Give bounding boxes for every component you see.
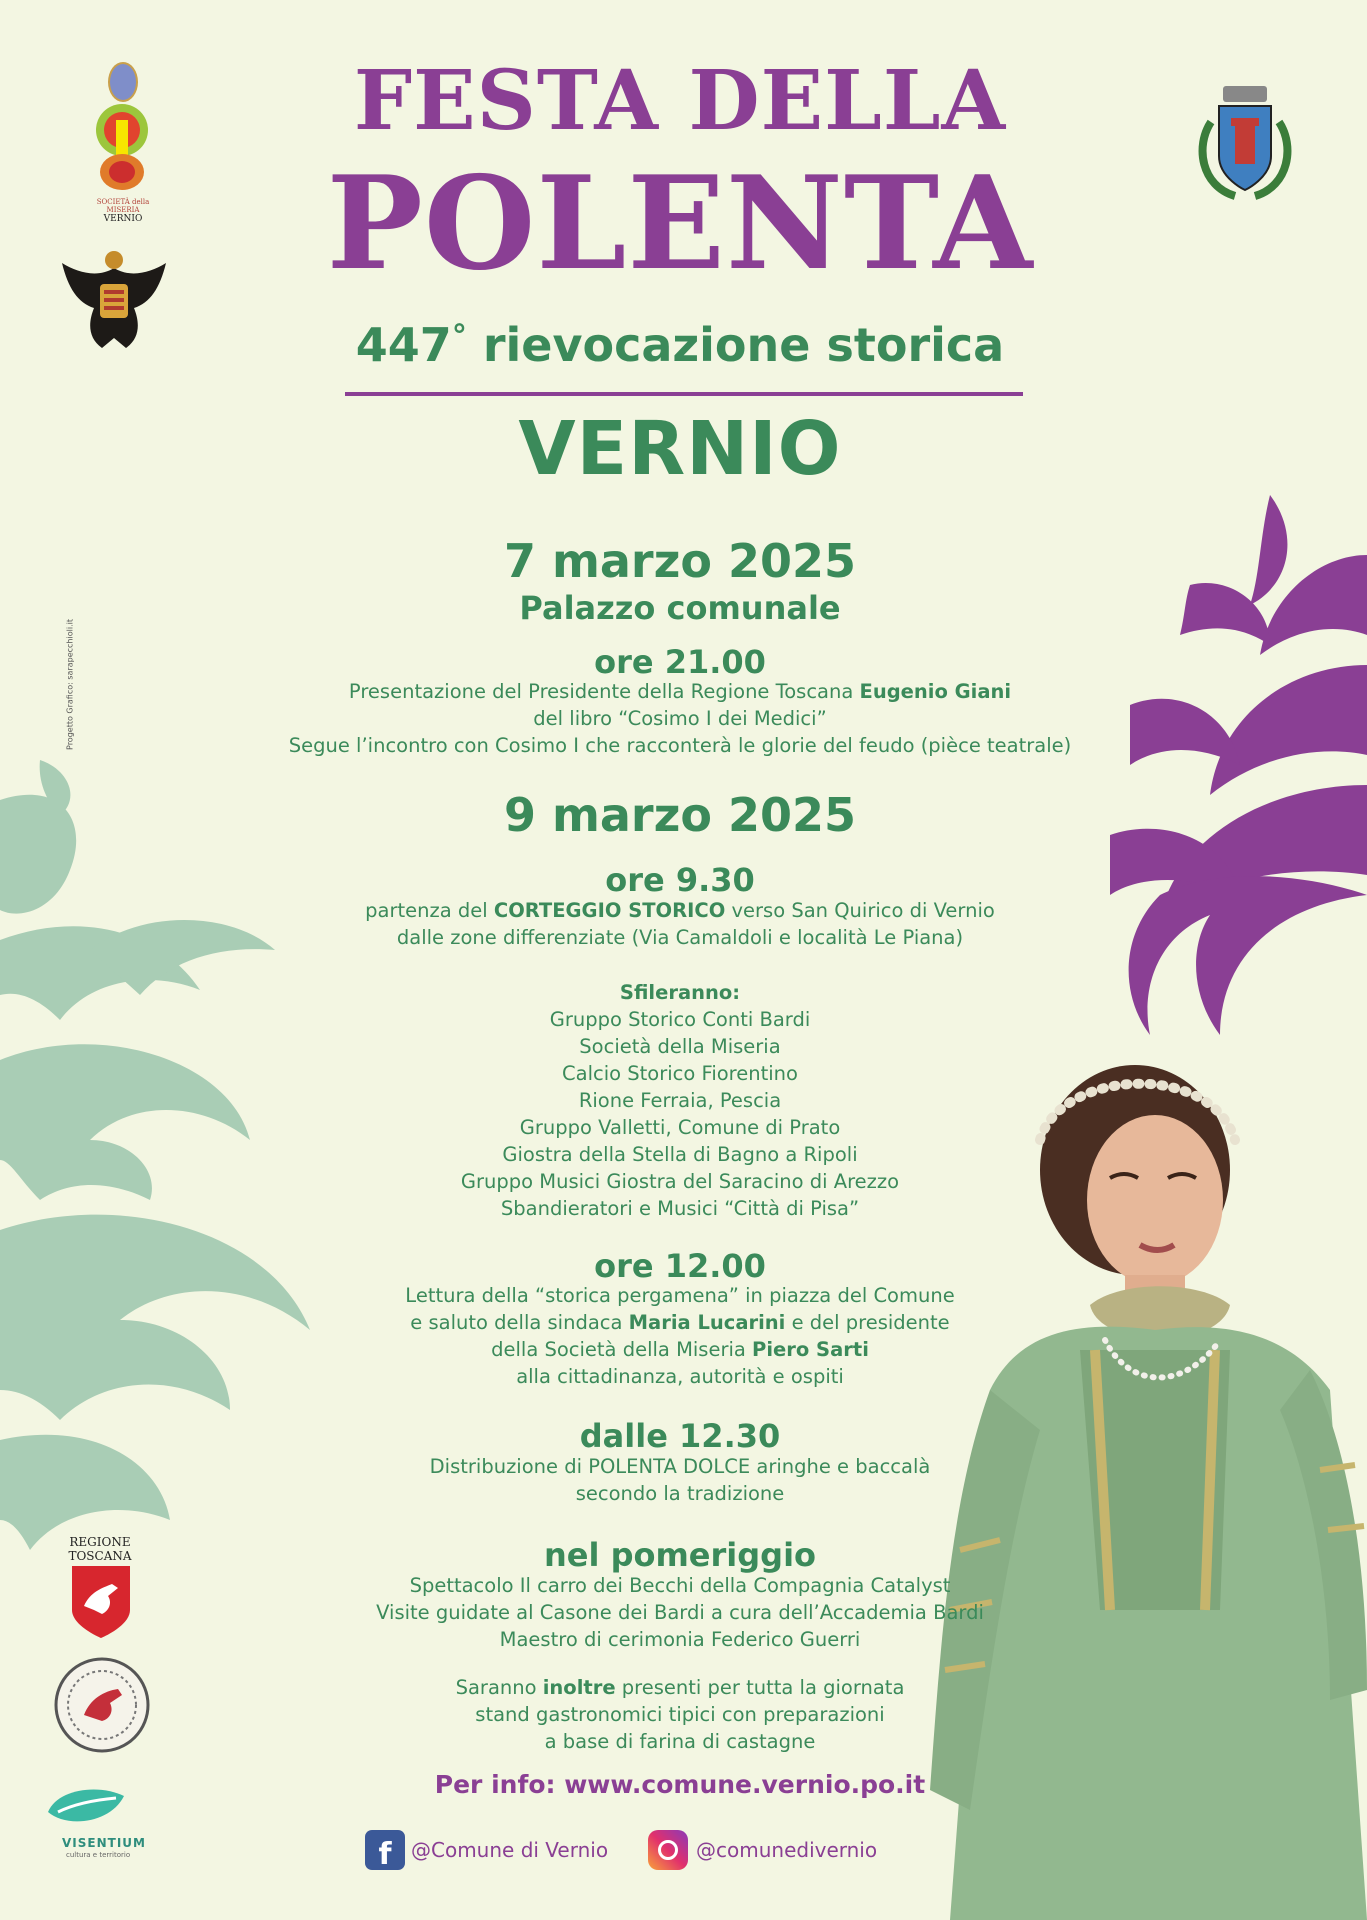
title-divider — [345, 392, 1023, 396]
subtitle-degree: ° — [451, 319, 467, 354]
event-1230-time: dalle 12.30 — [579, 1417, 781, 1455]
closing-line1: Saranno inoltre presenti per tutta la giornata — [455, 1676, 905, 1699]
subtitle-number: 447 — [355, 318, 452, 372]
day1-description — [230, 678, 1130, 759]
event-930-description — [230, 897, 1130, 951]
ornament-small-logo — [108, 62, 138, 102]
subtitle-text: rievocazione storica — [466, 318, 1005, 372]
event-930-line2: dalle zone differenziate (Via Camaldoli e località Le Piana) — [396, 926, 964, 949]
closing-line2: stand gastronomici tipici con preparazioni — [475, 1703, 885, 1726]
title-line1: FESTA DELLA — [353, 53, 1007, 149]
provincia-seal — [52, 1655, 152, 1755]
facebook-link[interactable] — [365, 1830, 608, 1870]
facebook-handle: @Comune di Vernio — [411, 1838, 609, 1862]
societa-miseria-logo — [90, 100, 155, 205]
day2-date: 9 marzo 2025 — [503, 788, 857, 842]
event-1200-line1: Lettura della “storica pergamena” in piazza del Comune — [405, 1284, 955, 1307]
afternoon-description — [230, 1572, 1130, 1653]
instagram-handle: @comunedivernio — [696, 1838, 878, 1862]
day1-line2: del libro “Cosimo I dei Medici” — [533, 707, 827, 730]
parade-group: Gruppo Storico Conti Bardi — [549, 1008, 811, 1031]
day1-line3: Segue l’incontro con Cosimo I che racconterà le glorie del feudo (pièce teatrale) — [288, 734, 1072, 757]
event-1230-line1: Distribuzione di POLENTA DOLCE aringhe e baccalà — [429, 1455, 931, 1478]
instagram-link[interactable] — [648, 1830, 877, 1870]
event-1200-line3: della Società della Miseria Piero Sarti — [491, 1338, 869, 1361]
designer-credit: Progetto Grafico: sarapecchioli.it — [65, 619, 75, 750]
event-1230-line2: secondo la tradizione — [575, 1482, 785, 1505]
parade-label: Sfileranno: — [619, 981, 741, 1004]
facebook-icon: f — [365, 1830, 405, 1870]
comune-crest — [1195, 86, 1295, 206]
day1-date: 7 marzo 2025 — [503, 534, 857, 588]
visentium-logo — [44, 1782, 128, 1830]
parade-group: Giostra della Stella di Bagno a Ripoli — [502, 1143, 858, 1166]
parade-group: Calcio Storico Fiorentino — [562, 1062, 798, 1085]
afternoon-line2: Visite guidate al Casone dei Bardi a cura dell’Accademia Bardi — [376, 1601, 984, 1624]
regione-toscana-shield — [72, 1566, 130, 1638]
event-930-line1: partenza del CORTEGGIO STORICO verso San Quirico di Vernio — [365, 899, 995, 922]
parade-group: Società della Miseria — [579, 1035, 781, 1058]
visentium-tagline: cultura e territorio — [66, 1851, 131, 1859]
day1-place: Palazzo comunale — [519, 589, 841, 627]
afternoon-heading: nel pomeriggio — [543, 1536, 817, 1574]
info-website[interactable]: Per info: www.comune.vernio.po.it — [434, 1770, 926, 1799]
day1-time: ore 21.00 — [594, 643, 766, 681]
regione-toscana-label: REGIONE TOSCANA — [68, 1535, 132, 1563]
societa-miseria-small-text: SOCIETÀ della MISERIA — [96, 198, 150, 214]
event-1200-line2: e saluto della sindaca Maria Lucarini e del presidente — [410, 1311, 950, 1334]
event-1230-description — [230, 1453, 1130, 1507]
parade-group: Gruppo Musici Giostra del Saracino di Arezzo — [460, 1170, 900, 1193]
event-1200-time: ore 12.00 — [594, 1247, 766, 1285]
event-1200-line4: alla cittadinanza, autorità e ospiti — [516, 1365, 844, 1388]
instagram-icon — [648, 1830, 688, 1870]
afternoon-line3: Maestro di cerimonia Federico Guerri — [499, 1628, 861, 1651]
societa-miseria-caption: VERNIO — [103, 214, 143, 224]
parade-group: Rione Ferraia, Pescia — [578, 1089, 782, 1112]
day1-line1: Presentazione del Presidente della Regione Toscana Eugenio Giani — [348, 680, 1012, 703]
parade-group: Sbandieratori e Musici “Città di Pisa” — [500, 1197, 860, 1220]
double-eagle-crest — [58, 248, 170, 353]
closing-line3: a base di farina di castagne — [544, 1730, 816, 1753]
town-name: VERNIO — [518, 406, 842, 492]
event-1200-description — [230, 1282, 1130, 1390]
visentium-name: VISENTIUM — [62, 1836, 146, 1850]
parade-list — [230, 979, 1130, 1222]
title-line2: POLENTA — [326, 149, 1034, 299]
parade-group: Gruppo Valletti, Comune di Prato — [519, 1116, 841, 1139]
closing-note — [230, 1674, 1130, 1755]
subtitle — [230, 318, 1130, 372]
event-930-time: ore 9.30 — [605, 861, 755, 899]
afternoon-line1: Spettacolo Il carro dei Becchi della Compagnia Catalyst — [409, 1574, 951, 1597]
